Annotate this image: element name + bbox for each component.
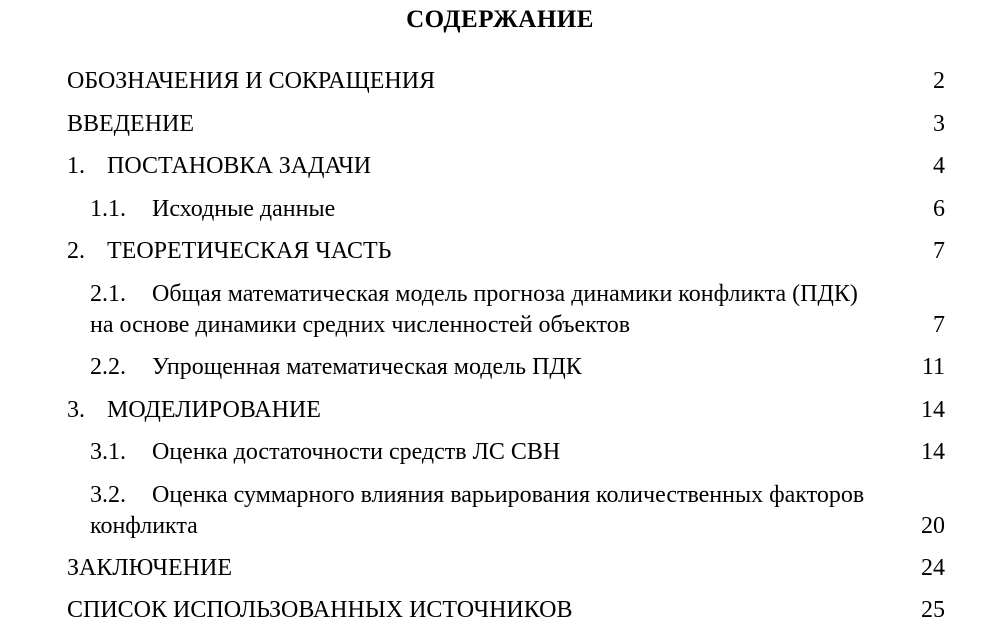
toc-entry-page: 20: [921, 513, 945, 539]
toc-entry-page: 25: [921, 597, 945, 623]
toc-entry-number: 3.1.: [90, 439, 126, 465]
toc-entry-number: 1.: [67, 153, 85, 179]
toc-entry-page: 11: [921, 354, 945, 380]
toc-entry-page: 7: [933, 238, 945, 264]
toc-entry-page: 4: [933, 153, 945, 179]
toc-entry-page: 24: [921, 555, 945, 581]
toc-entry-text: ОБОЗНАЧЕНИЯ И СОКРАЩЕНИЯ: [67, 68, 436, 94]
toc-entry-text: ЗАКЛЮЧЕНИЕ: [67, 555, 232, 581]
toc-entry-text: Упрощенная математическая модель ПДК: [152, 354, 582, 380]
toc-entry-text: Общая математическая модель прогноза динамики конфликта (ПДК): [152, 281, 858, 307]
toc-entry[interactable]: [67, 67, 945, 95]
toc-entry-page: 2: [933, 68, 945, 94]
toc-entry-text: ТЕОРЕТИЧЕСКАЯ ЧАСТЬ: [107, 238, 392, 264]
toc-entry[interactable]: [67, 596, 945, 624]
toc-entry-continuation[interactable]: [90, 311, 945, 339]
toc-entry-text: СПИСОК ИСПОЛЬЗОВАННЫХ ИСТОЧНИКОВ: [67, 597, 573, 623]
toc-entry-text: Оценка достаточности средств ЛС СВН: [152, 439, 561, 465]
toc-entry-text-continuation: конфликта: [90, 513, 198, 539]
toc-entry[interactable]: [67, 554, 945, 582]
toc-entry[interactable]: [67, 396, 945, 424]
toc-entry-page: 14: [921, 397, 945, 423]
toc-entry-text: Оценка суммарного влияния варьирования количественных факторов: [152, 482, 865, 508]
toc-entry-text: ПОСТАНОВКА ЗАДАЧИ: [107, 153, 372, 179]
toc-entry[interactable]: [90, 280, 945, 308]
toc-entry-number: 2.: [67, 238, 85, 264]
toc-entry[interactable]: [67, 152, 945, 180]
toc-entry-number: 1.1.: [90, 196, 126, 222]
toc-entry-number: 2.1.: [90, 281, 126, 307]
toc-entry-page: 14: [921, 439, 945, 465]
toc-entry[interactable]: [67, 110, 945, 138]
toc-entry[interactable]: [90, 481, 945, 509]
toc-entry-number: 3.: [67, 397, 85, 423]
toc-entry[interactable]: [67, 237, 945, 265]
toc-entry-number: 2.2.: [90, 354, 126, 380]
toc-entry[interactable]: [90, 438, 945, 466]
toc-entry-continuation[interactable]: [90, 512, 945, 540]
toc-entry-page: 3: [933, 111, 945, 137]
toc-entry-text: МОДЕЛИРОВАНИЕ: [107, 397, 321, 423]
toc-entry-page: 6: [933, 196, 945, 222]
toc-entry-text: Исходные данные: [152, 196, 336, 222]
toc-entry-text-continuation: на основе динамики средних численностей объектов: [90, 312, 631, 338]
toc-entry-number: 3.2.: [90, 482, 126, 508]
toc-entry-text: ВВЕДЕНИЕ: [67, 111, 195, 137]
toc-entry[interactable]: [90, 353, 945, 381]
toc-entry[interactable]: [90, 195, 945, 223]
toc-entry-page: 7: [933, 312, 945, 338]
toc-title: СОДЕРЖАНИЕ: [406, 6, 594, 33]
